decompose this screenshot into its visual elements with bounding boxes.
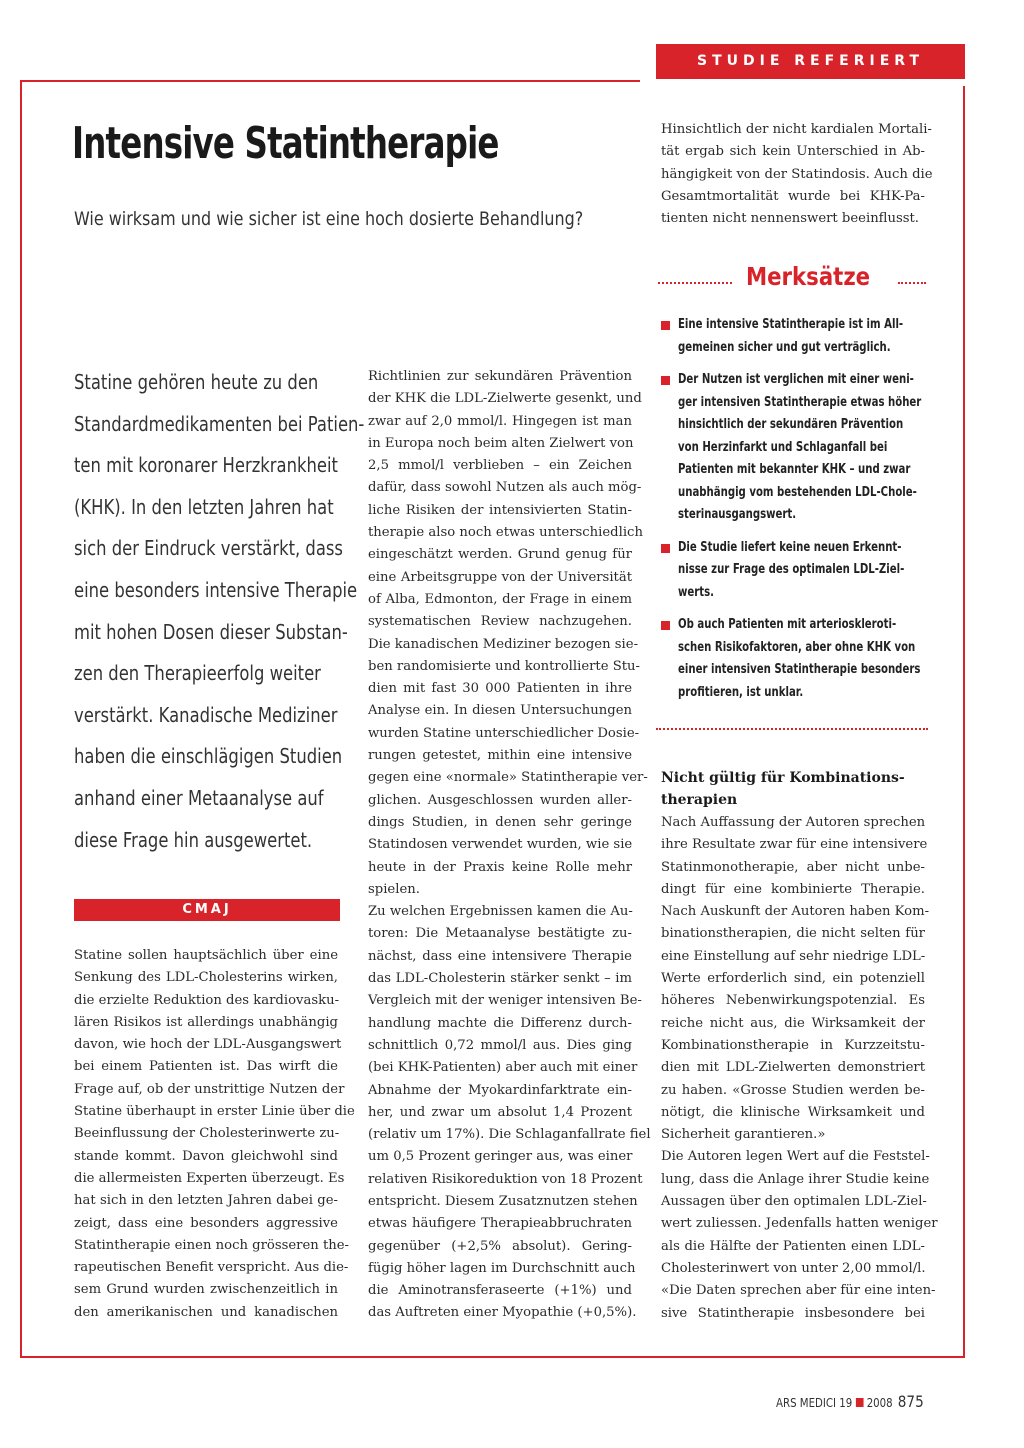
text-line: wurden Statine unterschiedlicher Dosie- xyxy=(368,725,640,741)
text-line: Statinmonotherapie, aber nicht unbe- xyxy=(661,859,925,875)
intro-lead xyxy=(74,362,365,861)
text-line: binationstherapien, die nicht selten für xyxy=(661,926,925,942)
text-line: bei einem Patienten ist. Das wirft die xyxy=(74,1059,338,1075)
merksatz-item xyxy=(661,369,925,527)
text-line: entspricht. Diesem Zusatznutzen stehen xyxy=(368,1193,638,1209)
text-line: die allermeisten Experten überzeugt. Es xyxy=(74,1170,345,1186)
heading-line: Nicht gültig für Kombinations- xyxy=(661,770,905,786)
text-line: nächst, dass eine intensivere Therapie xyxy=(368,948,632,964)
merksatz-line: Die Studie liefert keine neuen Erkennt- xyxy=(678,539,902,555)
intro-line: Statine gehören heute zu den xyxy=(74,370,319,394)
text-line: (bei KHK-Patienten) aber auch mit einer xyxy=(368,1060,638,1076)
text-line: hängigkeit von der Statindosis. Auch die xyxy=(661,166,933,182)
text-line: Analyse ein. In diesen Untersuchungen xyxy=(368,703,632,719)
journal-name: ARS MEDICI 19 xyxy=(776,1396,853,1410)
intro-line: anhand einer Metaanalyse auf xyxy=(74,785,324,810)
text-line: her, und zwar um absolut 1,4 Prozent xyxy=(368,1104,632,1120)
body-column-3-bottom xyxy=(661,812,938,1325)
text-line: hat sich in den letzten Jahren dabei ge- xyxy=(74,1193,338,1209)
text-line: Cholesterinwert von unter 2,00 mmol/l. xyxy=(661,1260,926,1276)
text-line: Vergleich mit der weniger intensiven Be- xyxy=(368,993,642,1009)
intro-line: Standardmedikamenten bei Patien- xyxy=(74,411,365,436)
text-line: zwar auf 2,0 mmol/l. Hingegen ist man xyxy=(368,413,632,429)
merksatz-item xyxy=(661,537,925,605)
text-line: als die Hälfte der Patienten einen LDL- xyxy=(661,1238,925,1254)
intro-line: zen den Therapieerfolg weiter xyxy=(74,661,321,686)
merksatz-line: Der Nutzen ist verglichen mit einer weni- xyxy=(678,372,914,387)
text-line: Abnahme der Myokardinfarktrate ein- xyxy=(368,1082,632,1098)
article-title: Intensive Statintherapie xyxy=(72,118,499,169)
text-line: in Europa noch beim alten Zielwert von xyxy=(368,435,634,451)
text-line: heute in der Praxis keine Rolle mehr xyxy=(368,859,632,875)
text-line: «Die Daten sprechen aber für eine inten- xyxy=(661,1283,936,1299)
bullet-square-icon xyxy=(661,621,670,630)
merksatz-line: Eine intensive Statintherapie ist im All- xyxy=(678,317,904,332)
merksatz-text xyxy=(678,369,922,527)
text-line: die Aminotransferaseerte (+1%) und xyxy=(368,1283,632,1299)
text-line: eine Arbeitsgruppe von der Universität xyxy=(368,569,632,585)
text-line: fügig höher lagen im Durchschnitt auch xyxy=(368,1260,636,1276)
text-line: rapeutischen Benefit verspricht. Aus die- xyxy=(74,1260,349,1276)
body-column-3-top xyxy=(661,119,933,230)
text-line: Sicherheit garantieren.» xyxy=(661,1127,826,1143)
text-line: nötigt, die klinische Wirksamkeit und xyxy=(661,1104,925,1120)
intro-line: haben die einschlägigen Studien xyxy=(74,744,343,769)
text-line: davon, wie hoch der LDL-Ausgangswert xyxy=(74,1037,342,1053)
dotted-rule-right xyxy=(898,282,926,284)
text-line: ben randomisierte und kontrollierte Stu- xyxy=(368,658,641,674)
intro-line: eine besonders intensive Therapie xyxy=(74,577,358,602)
merksatz-line: sterinausgangswert. xyxy=(678,507,797,522)
merksatz-line: nisse zur Frage des optimalen LDL-Ziel- xyxy=(678,562,905,577)
merksatz-text xyxy=(678,537,905,605)
text-line: wert zuliessen. Jedenfalls hatten weniger xyxy=(661,1216,938,1232)
text-line: das LDL-Cholesterin stärker senkt – im xyxy=(368,971,632,987)
text-line: dien mit fast 30 000 Patienten in ihre xyxy=(368,681,632,697)
text-line: reiche nicht aus, die Wirksamkeit der xyxy=(661,1015,925,1031)
merksatz-line: Patienten mit bekannter KHK – und zwar xyxy=(678,462,911,477)
text-line: die erzielte Reduktion des kardiovasku- xyxy=(74,992,340,1008)
text-line: toren: Die Metaanalyse bestätigte zu- xyxy=(368,926,632,942)
merksatz-item xyxy=(661,314,925,359)
text-line: rungen getestet, mithin eine intensive xyxy=(368,748,632,764)
text-line: lären Risikos ist allerdings unabhängig xyxy=(74,1014,338,1030)
merksatz-line: gemeinen sicher und gut verträglich. xyxy=(678,339,891,355)
text-line: zeigt, dass eine besonders aggressive xyxy=(74,1215,338,1231)
text-line: 2,5 mmol/l verblieben – ein Zeichen xyxy=(368,458,632,474)
text-line: Statintherapie einen noch grösseren the- xyxy=(74,1237,350,1253)
text-line: Statine sollen hauptsächlich über eine xyxy=(74,948,338,963)
heading-line: therapien xyxy=(661,792,738,808)
merksatz-line: von Herzinfarkt und Schlaganfall bei xyxy=(678,439,888,455)
text-line: sive Statintherapie insbesondere bei xyxy=(661,1305,925,1321)
text-line: gegen eine «normale» Statintherapie ver- xyxy=(368,770,648,786)
text-line: Die kanadischen Mediziner bezogen sie- xyxy=(368,636,639,652)
merksatz-line: ger intensiven Statintherapie etwas höher xyxy=(678,394,922,410)
text-line: höheres Nebenwirkungspotenzial. Es xyxy=(661,993,925,1009)
text-line: dien mit LDL-Zielwerten demonstriert xyxy=(661,1060,925,1076)
text-line: Nach Auffassung der Autoren sprechen xyxy=(661,815,926,830)
bullet-square-icon xyxy=(661,544,670,553)
merksatz-line: schen Risikofaktoren, aber ohne KHK von xyxy=(678,639,916,655)
section-heading xyxy=(661,767,925,811)
text-line: Hinsichtlich der nicht kardialen Mortali- xyxy=(661,122,932,137)
source-label: CMAJ xyxy=(74,899,340,921)
text-line: stande kommt. Davon gleichwohl sind xyxy=(74,1148,338,1164)
text-line: therapie also noch etwas unterschiedlich xyxy=(368,525,643,541)
text-line: Senkung des LDL-Cholesterins wirken, xyxy=(74,970,338,986)
text-line: handlung machte die Differenz durch- xyxy=(368,1015,632,1031)
journal-year: 2008 xyxy=(866,1396,893,1410)
text-line: liche Risiken der intensivierten Statin- xyxy=(368,502,632,518)
text-line: eingeschätzt werden. Grund genug für xyxy=(368,547,632,563)
text-line: Statine überhaupt in erster Linie über die xyxy=(74,1104,355,1120)
text-line: Zu welchen Ergebnissen kamen die Au- xyxy=(368,904,633,920)
merksatz-text xyxy=(678,614,921,704)
intro-line: diese Frage hin ausgewertet. xyxy=(74,827,313,852)
merksatz-line: hinsichtlich der sekundären Prävention xyxy=(678,417,904,432)
intro-line: sich der Eindruck verstärkt, dass xyxy=(74,536,343,561)
text-line: Beeinflussung der Cholesterinwerte zu- xyxy=(74,1126,340,1142)
text-line: Werte erforderlich sind, ein potenziell xyxy=(661,971,925,987)
text-line: um 0,5 Prozent geringer aus, was einer xyxy=(368,1149,633,1165)
merksaetze-title: Merksätze xyxy=(746,262,871,291)
text-line: Kombinationstherapie in Kurzzeitstu- xyxy=(661,1037,925,1053)
intro-line: mit hohen Dosen dieser Substan- xyxy=(74,619,348,644)
text-line: tät ergab sich kein Unterschied in Ab- xyxy=(661,144,925,160)
merksaetze-list xyxy=(661,314,925,714)
merksatz-line: werts. xyxy=(678,584,714,600)
intro-line: ten mit koronarer Herzkrankheit xyxy=(74,453,338,478)
text-line: spielen. xyxy=(368,881,420,897)
page-number: 875 xyxy=(897,1392,924,1411)
text-line: etwas häufigere Therapieabbruchraten xyxy=(368,1216,632,1232)
text-line: das Auftreten einer Myopathie (+0,5%). xyxy=(368,1305,637,1321)
text-line: Die Autoren legen Wert auf die Feststel- xyxy=(661,1149,930,1165)
text-line: tienten nicht nennenswert beeinflusst. xyxy=(661,211,919,227)
page-footer xyxy=(776,1392,924,1411)
merksatz-line: einer intensiven Statintherapie besonders xyxy=(678,662,921,677)
text-line: dingt für eine kombinierte Therapie. xyxy=(661,881,925,897)
merksatz-text xyxy=(678,314,904,359)
text-line: Gesamtmortalität wurde bei KHK-Pa- xyxy=(661,188,925,204)
text-line: gegenüber (+2,5% absolut). Gering- xyxy=(368,1238,632,1254)
merksatz-line: unabhängig vom bestehenden LDL-Chole- xyxy=(678,484,917,500)
text-line: ihre Resultate zwar für eine intensivere xyxy=(661,837,928,853)
text-line: relativen Risikoreduktion von 18 Prozent xyxy=(368,1171,643,1187)
body-column-2 xyxy=(368,366,651,1325)
text-line: Frage auf, ob der unstrittige Nutzen der xyxy=(74,1081,345,1097)
text-line: sem Grund wurden zwischenzeitlich in xyxy=(74,1282,338,1298)
text-line: zu haben. «Grosse Studien werden be- xyxy=(661,1082,925,1098)
section-banner: STUDIE REFERIERT xyxy=(656,44,965,79)
text-line: den amerikanischen und kanadischen xyxy=(74,1304,338,1320)
text-line: schnittlich 0,72 mmol/l aus. Dies ging xyxy=(368,1037,632,1053)
body-column-1 xyxy=(74,945,355,1324)
merksatz-line: profitieren, ist unklar. xyxy=(678,684,804,700)
text-line: glichen. Ausgeschlossen wurden aller- xyxy=(368,792,632,808)
intro-line: verstärkt. Kanadische Mediziner xyxy=(74,702,338,727)
footer-square-icon xyxy=(856,1398,864,1407)
bullet-square-icon xyxy=(661,376,670,385)
text-line: (relativ um 17%). Die Schlaganfallrate fiel xyxy=(368,1127,651,1143)
text-line: of Alba, Edmonton, der Frage in einem xyxy=(368,591,632,607)
merksaetze-header xyxy=(656,262,928,296)
text-line: Richtlinien zur sekundären Prävention xyxy=(368,369,632,384)
text-line: eine Einstellung auf sehr niedrige LDL- xyxy=(661,948,926,964)
bullet-square-icon xyxy=(661,321,670,330)
merksatz-line: Ob auch Patienten mit arterioskleroti- xyxy=(678,617,897,632)
text-line: Aussagen über den optimalen LDL-Ziel- xyxy=(661,1194,927,1210)
article-subtitle: Wie wirksam und wie sicher ist eine hoch dosierte Behandlung? xyxy=(74,208,584,230)
intro-line: (KHK). In den letzten Jahren hat xyxy=(74,494,334,519)
text-line: Nach Auskunft der Autoren haben Kom- xyxy=(661,904,930,920)
text-line: dings Studien, in denen sehr geringe xyxy=(368,814,632,830)
text-line: Statindosen verwendet wurden, wie sie xyxy=(368,837,633,853)
dotted-rule-left xyxy=(658,282,732,284)
merksaetze-bottom-rule xyxy=(656,728,928,730)
merksatz-item xyxy=(661,614,925,704)
text-line: dafür, dass sowohl Nutzen als auch mög- xyxy=(368,480,642,496)
text-line: lung, dass die Anlage ihrer Studie keine xyxy=(661,1171,930,1187)
text-line: systematischen Review nachzugehen. xyxy=(368,614,632,630)
text-line: der KHK die LDL-Zielwerte gesenkt, und xyxy=(368,391,642,407)
